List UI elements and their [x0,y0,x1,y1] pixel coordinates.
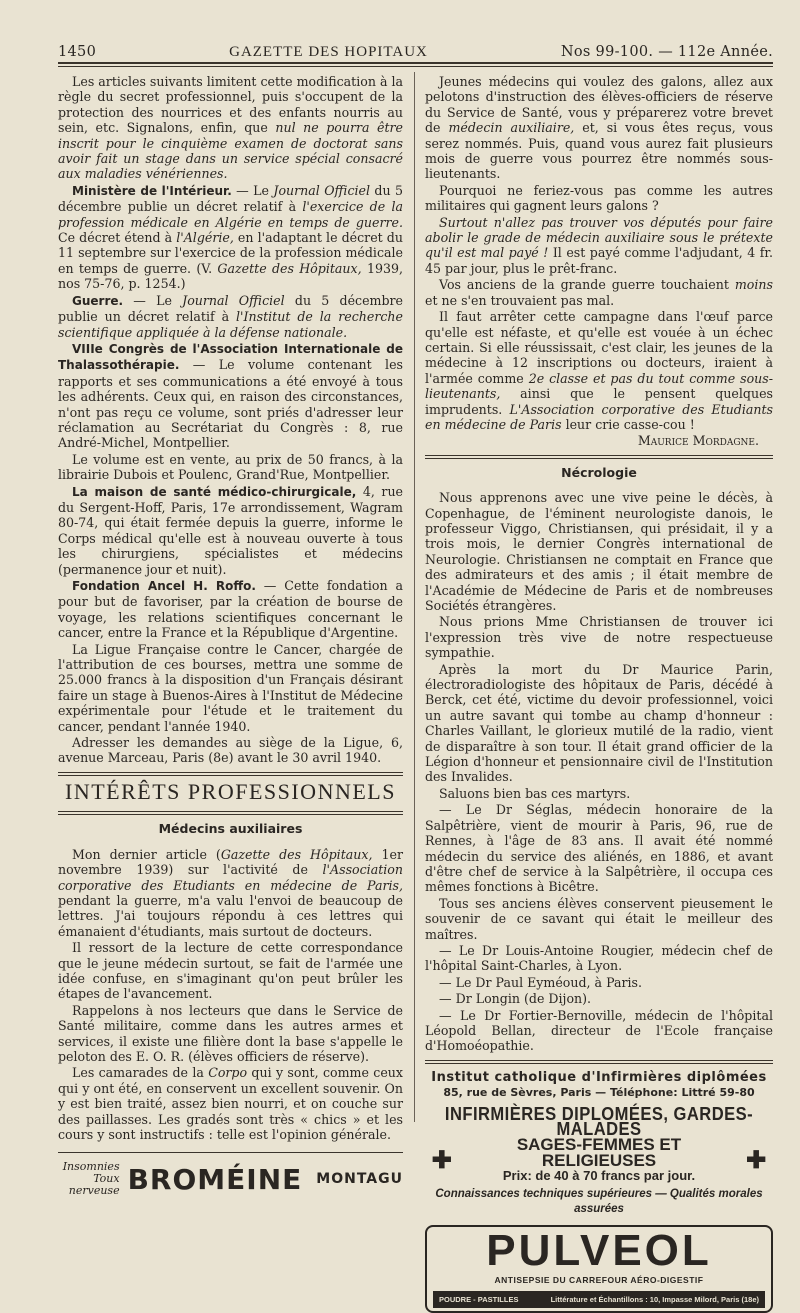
paragraph: — Dr Longin (de Dijon). [439,991,592,1007]
ad-nurses-headline: INFIRMIÈRES DIPLOMÉES, GARDES-MALADES [444,1103,754,1139]
paragraph: — Le Dr Séglas, médecin honoraire de la Salpêtrière, vient de mourir à Paris, 96, rue de Rennes, à l'âge de 83 ans. Il avait été nommé médecin du service des aliénés, en 1886, et avant d'être chef de service à la Salpêtrière, il occupa ces mêmes fonctions à Bicêtre. [425,802,773,895]
section-title: INTÉRÊTS PROFESSIONNELS [65,778,396,804]
nurses-advertisement [425,1103,773,1218]
item-heading: Ministère de l'Intérieur. [72,183,232,198]
pulveol-advertisement [425,1225,773,1313]
cross-icon: ✚ [746,1146,767,1174]
ad-brand: BROMÉINE [127,1162,303,1196]
ad-nurses-tagline: Connaissances techniques supérieures — Qualités morales assurées [435,1187,763,1216]
issue-info: Nos 99-100. — 112e Année. [560,44,773,60]
ad-pulveol-tagline: ANTISEPSIE DU CARREFOUR AÉRO-DIGESTIF [494,1275,704,1286]
paragraph: — Le Dr Fortier-Bernoville, médecin de l'hôpital Léopold Bellan, directeur de l'Ecole française d'Homoéopathie. [425,1007,773,1054]
paragraph: Il faut arrêter cette campagne dans l'œuf parce qu'elle est néfaste, et qu'elle est vouée à un échec certain. Si elle réussissait, c'est clair, les jeunes de la médecine à 12 inscriptions ou docteurs, iraient à l'armée comme 2e classe et pas du tout comme sous-lieutenants, ainsi que le pensent quelques imprudents. L'Association corporative des Etudiants en médecine de Paris leur crie casse-cou ! [425,309,773,432]
paragraph: Fondation Ancel H. Roffo. — Cette fondation a pour but de favoriser, par la création de bourse de voyage, les relations scientifiques concernant le cancer, entre la France et la République d'Argentine. [58,578,403,641]
paragraph: Les articles suivants limitent cette modification à la règle du secret professionnel, puis s'occupent de la protection des nourrices et des enfants nourris au sein, etc. Signalons, enfin, que nul ne pourra être inscrit pour le cinquième examen de doctorat sans avoir fait un stage dans un service spécial consacré aux maladies vénériennes. [58,74,403,182]
ad-nurses-subhead: SAGES-FEMMES ET RELIGIEUSES [516,1135,682,1170]
paragraph: Il ressort de la lecture de cette correspondance que le jeune médecin surtout, se fait de l'armée une idée confuse, en s'imaginant qu'on peut brûler les étapes de l'avancement. [58,940,403,1002]
paragraph: Tous ses anciens élèves conservent pieusement le souvenir de ce savant qui était le meilleur des maîtres. [425,895,773,942]
ad-pulveol-logo: PULVEOL [486,1226,712,1276]
item-heading: VIIIe Congrès de l'Association Internationale de Thalassothérapie. [58,341,403,373]
item-heading: La maison de santé médico-chirurgicale, [72,484,357,499]
paragraph: La maison de santé médico-chirurgicale, 4, rue du Sergent-Hoff, Paris, 17e arrondissement, Wagram 80-74, qui était fermée depuis la guerre, informe le Corps médical qu'elle est à nouveau ouverte à tous les chirurgiens, spécialistes et médecins (permanence jour et nuit). [58,483,404,577]
paragraph: Mon dernier article (Gazette des Hôpitaux, 1er novembre 1939) sur l'activité de l'Association corporative des Etudiants en médecine de Paris, pendant la guerre, m'a valu l'envoi de beaucoup de lettres. J'ai toujours répondu à ces lettres qui émanaient d'étudiants, mais surtout de docteurs. [58,846,403,939]
author-signature: Maurice Mordagne. [637,433,759,449]
ad-indication: Insomnies Toux nerveuse [62,1160,120,1198]
section-rule [425,455,773,459]
paragraph: Nous apprenons avec une vive peine le décès, à Copenhague, de l'éminent neurologiste danois, le professeur Viggo, Christiansen, qui présidait, il y a trois mois, le dernier Congrès international de Neurologie. Christiansen ne comptait en France que des admirateurs et des amis ; il était membre de l'Académie de Médecine de Paris et de nombreuses Sociétés étrangères. [425,490,773,613]
cross-icon: ✚ [431,1146,452,1174]
right-column [425,74,773,1313]
column-divider [414,72,415,1122]
paragraph: Ministère de l'Intérieur. — Le Journal Officiel du 5 décembre publie un décret relatif à l'exercice de la profession médicale en Algérie en temps de guerre. Ce décret étend à l'Algérie, en l'adaptant le décret du 11 septembre sur l'exercice de la profession médicale en temps de guerre. (V. Gazette des Hôpitaux, 1939, nos 75-76, p. 1254.) [58,182,403,292]
paragraph: Guerre. — Le Journal Officiel du 5 décembre publie un décret relatif à l'Institut de la recherche scientifique appliquée à la défense nationale. [58,292,404,340]
ad-pulveol-forms: POUDRE - PASTILLES [439,1294,519,1304]
paragraph: Après la mort du Dr Maurice Parin, électroradiologiste des hôpitaux de Paris, décédé à Berck, cet été, victime du devoir professionnel, voici un autre savant qui tombe au champ d'honneur : Charles Vaillant, le glorieux mutilé de la radio, vient de disparaître à son tour. Il était grand officier de la Légion d'honneur et pensionnaire civil de l'Institution des Invalides. [425,661,773,785]
paragraph: Le volume est en vente, au prix de 50 francs, à la librairie Dubois et Poulenc, Grand'Rue, Montpellier. [58,451,403,483]
section-rule [58,772,403,776]
section-rule [425,1060,773,1064]
paragraph: La Ligue Française contre le Cancer, chargée de l'attribution de ces bourses, mettra une somme de 25.000 francs à la disposition d'un Français désirant faire un stage à Buenos-Aires à l'Institut de Médecine expérimentale pour l'étude et le traitement du cancer, pendant l'année 1940. [58,641,403,734]
article-title: Médecins auxiliaires [158,821,303,837]
page-header [58,44,773,61]
necrology-title: Nécrologie [561,464,637,480]
paragraph: Adresser les demandes au siège de la Ligue, 6, avenue Marceau, Paris (8e) avant le 30 avril 1940. [58,735,403,766]
item-heading: Guerre. [72,293,124,308]
paragraph: — Le Dr Louis-Antoine Rougier, médecin chef de l'hôpital Saint-Charles, à Lyon. [425,942,773,974]
header-rule [58,62,773,67]
paragraph: Les camarades de la Corpo qui y sont, comme ceux qui y ont été, en conservent un excellent souvenir. On y est bien traité, assez bien nourri, et on couche sur des paillasses. Les gradés sont très « chics » et les cours y sont instructifs : telle est l'opinion générale. [58,1065,403,1142]
page-number: 1450 [58,44,97,60]
institut-advertisement [425,1070,773,1101]
publication-title: GAZETTE DES HOPITAUX [229,44,428,60]
paragraph: — Le Dr Paul Eyméoud, à Paris. [439,974,642,990]
bromeine-advertisement [58,1152,403,1197]
section-rule [58,811,403,815]
paragraph: Jeunes médecins qui voulez des galons, allez aux pelotons d'instruction des élèves-officiers de réserve du Service de Santé, vous y préparerez votre brevet de médecin auxiliaire, et, si vous êtes reçus, vous serez nommés. Puis, quand vous aurez fait plusieurs mois de guerre vous pourrez être nommés sous-lieutenants. [425,74,773,182]
paragraph: Pourquoi ne feriez-vous pas comme les autres militaires qui gagnent leurs galons ? [425,182,773,214]
item-heading: Fondation Ancel H. Roffo. [72,579,256,593]
paragraph: Surtout n'allez pas trouver vos députés pour faire abolir le grade de médecin auxiliaire sous le prétexte qu'il est mal payé ! Il est payé comme l'adjudant, 4 fr. 45 par jour, plus le prêt-franc. [425,214,774,276]
paragraph: VIIIe Congrès de l'Association Internationale de Thalassothérapie. — Le volume contenant les rapports et ses communications a été envoyé à tous les adhérents. Ceux qui, en raison des circonstances, n'ont pas reçu ce volume, sont priés d'adresser leur réclamation au Secrétariat du Congrès : 8, rue André-Michel, Montpellier. [58,341,403,451]
paragraph: Nous prions Mme Christiansen de trouver ici l'expression très vive de notre respectueuse sympathie. [425,614,773,661]
paragraph: Rappelons à nos lecteurs que dans le Service de Santé militaire, comme dans les autres armes et services, il existe une filière dont la base s'appelle le peloton des E. O. R. (élèves officiers de réserve). [58,1002,403,1064]
ad-nurses-price: Prix: de 40 à 70 francs par jour. [502,1168,696,1184]
ad-pulveol-address: Littérature et Échantillons : 10, Impasse Milord, Paris (18e) [550,1294,759,1304]
paragraph: Saluons bien bas ces martyrs. [439,785,631,801]
ad-institut-address: 85, rue de Sèvres, Paris — Téléphone: Littré 59-80 [443,1086,755,1100]
ad-pulveol-band [433,1291,765,1308]
left-column [58,74,403,1197]
ad-laboratory: MONTAGU [316,1170,403,1187]
paragraph: Vos anciens de la grande guerre touchaient moins et ne s'en trouvaient pas mal. [425,277,773,308]
ad-institut-name: Institut catholique d'Infirmières diplômées [431,1069,767,1085]
